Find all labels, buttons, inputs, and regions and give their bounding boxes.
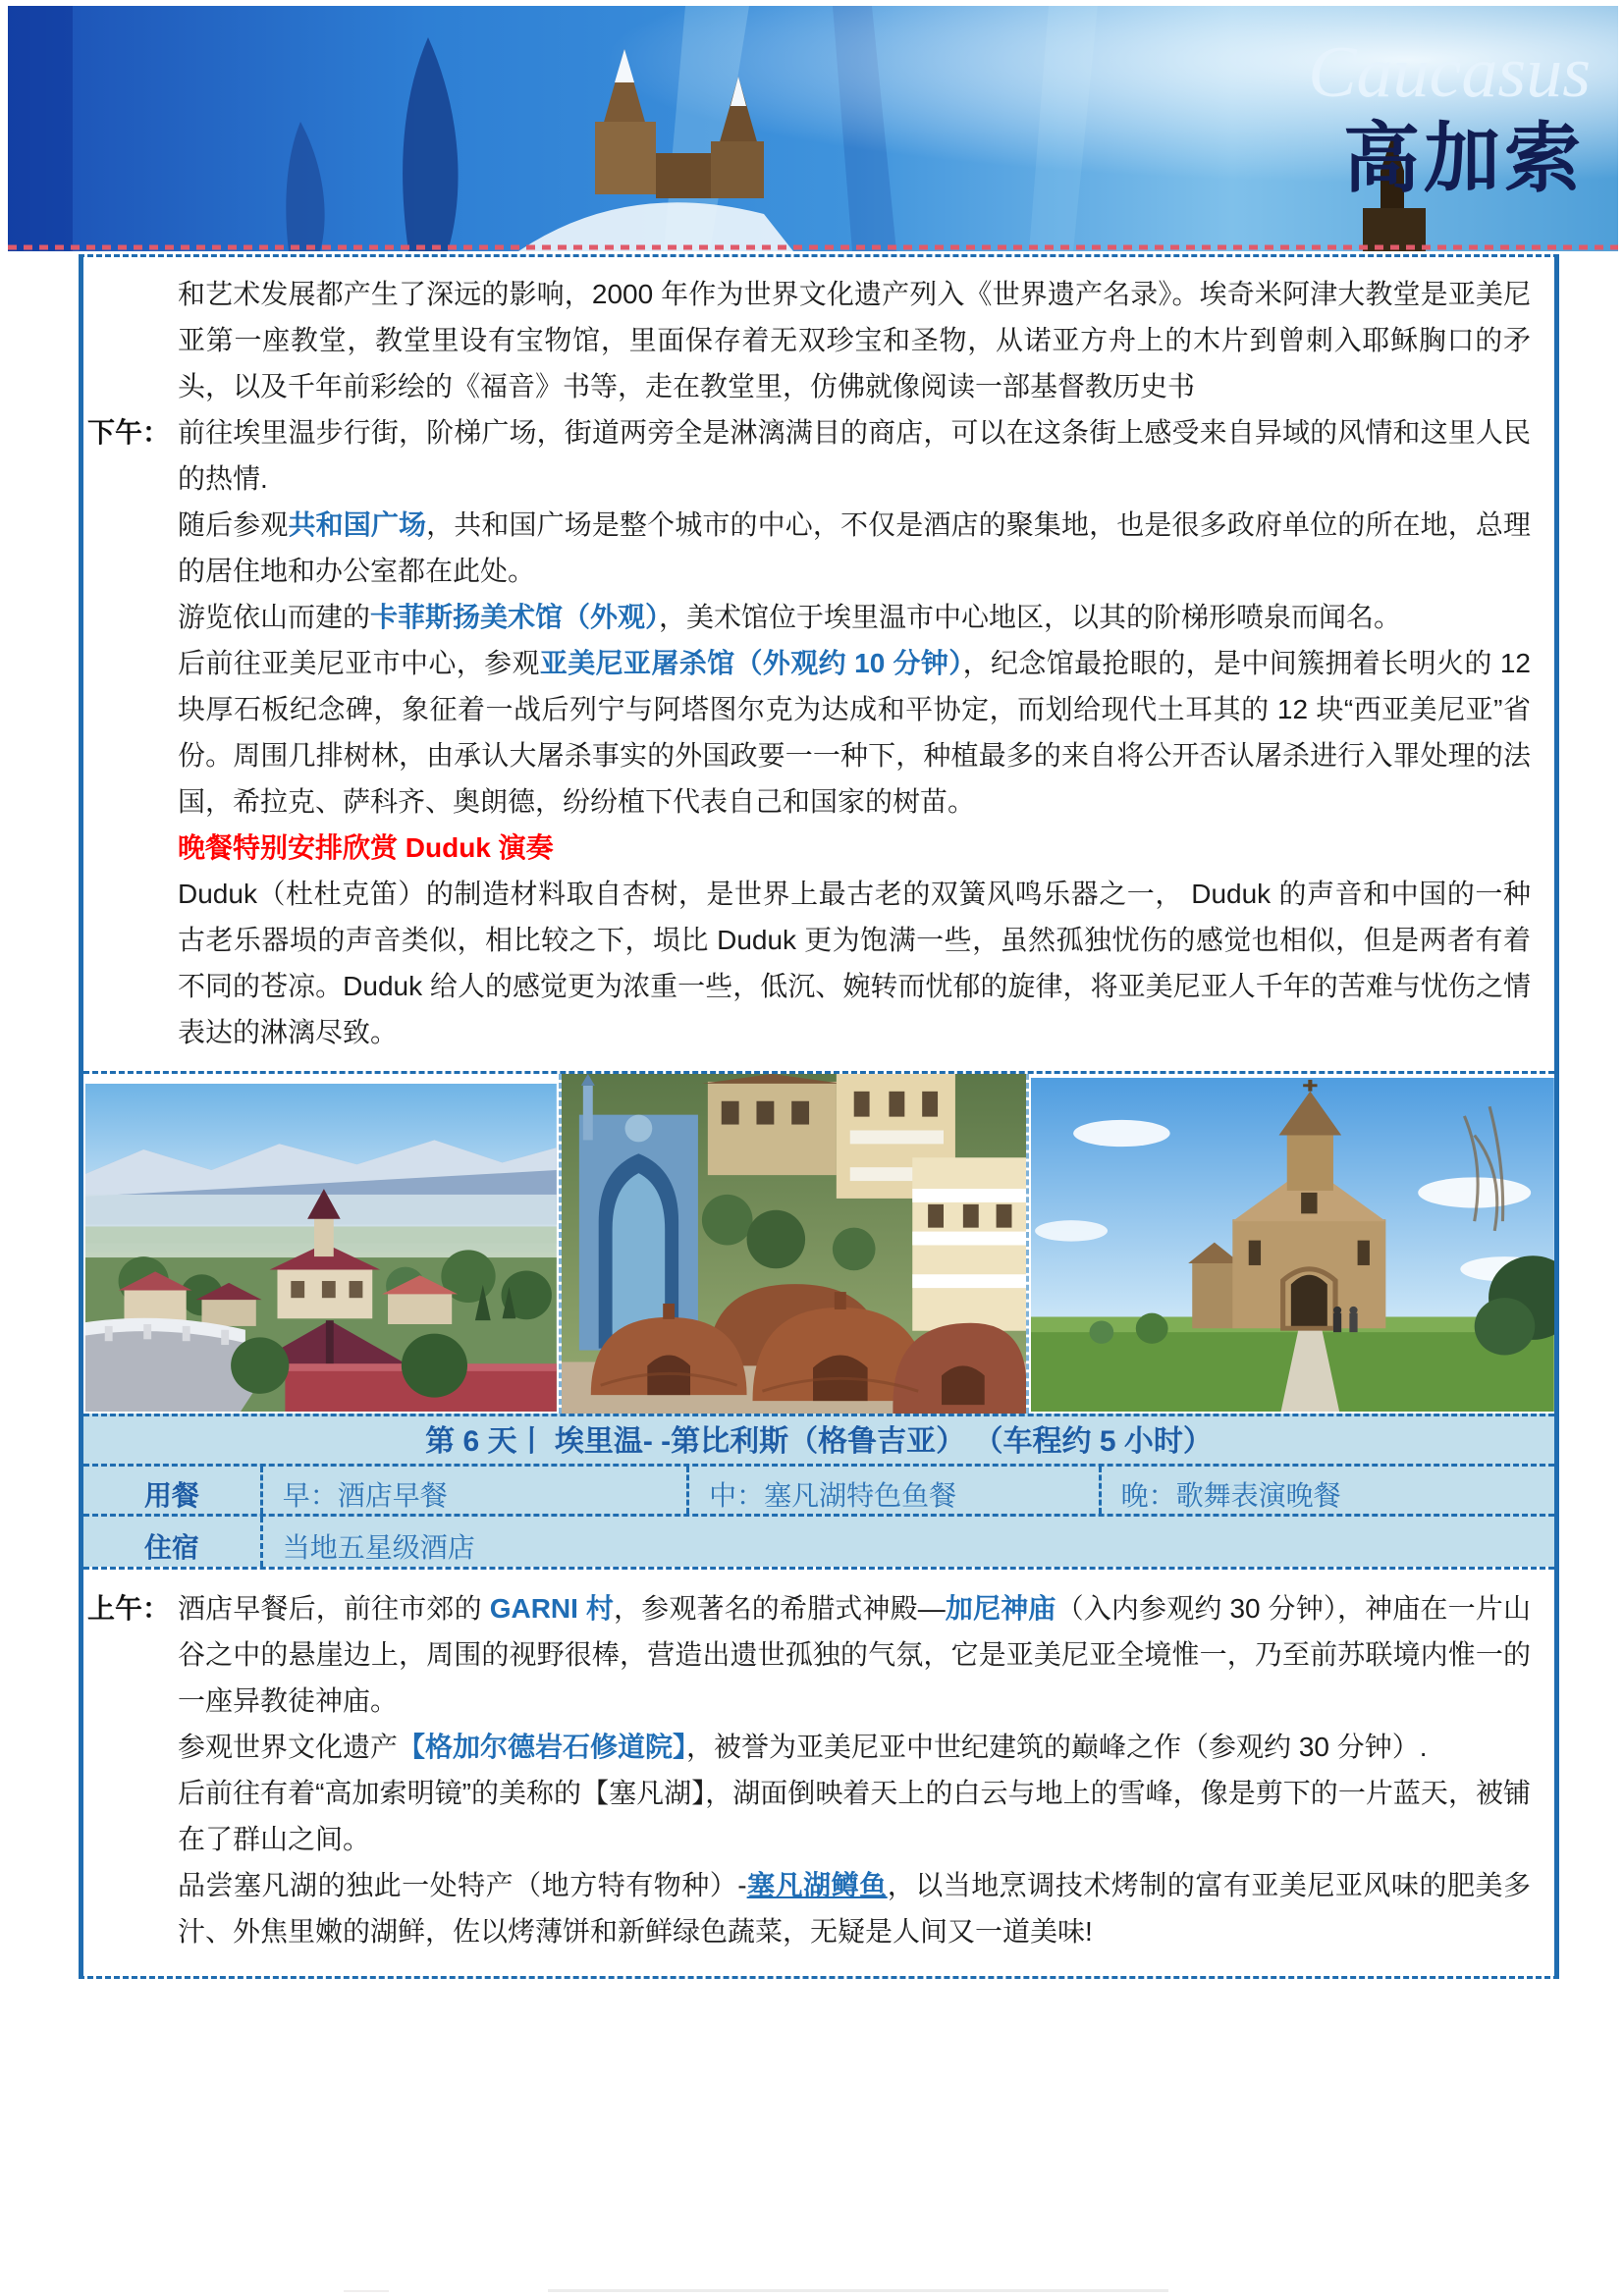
paragraph-text: 后前往有着“高加索明镜”的美称的【塞凡湖】，湖面倒映着天上的白云与地上的雪峰，像是剪下的一片蓝天，被铺在了群山之间。 [178,1778,1531,1854]
time-label-afternoon: 下午： [87,417,171,448]
morning-paragraph-2 [83,1724,1541,1770]
afternoon-section [83,257,1554,1071]
stay-label: 住宿 [143,1532,199,1563]
paragraph-text: 和艺术发展都产生了深远的影响，2000 年作为世界文化遗产列入《世界遗产名录》。埃奇米阿津大教堂是亚美尼亚第一座教堂，教堂里设有宝物馆，里面保存着无双珍宝和圣物，从诺亚方舟上的木片到曾刺入耶稣胸口的矛头，以及千年前彩绘的《福音》书等，走在教堂里，仿佛就像阅读一部基督教历史书 [178,279,1531,401]
photo-signagi-town [83,1074,559,1414]
morning-paragraph-4 [83,1862,1541,1954]
tbilisi-bathhouse-illustration [562,1074,1026,1414]
morning-paragraph-3 [83,1770,1541,1862]
photo-bodbe-monastery [1026,1074,1554,1414]
afternoon-paragraph-1 [83,409,1541,502]
day6-header: 第 6 天丨 埃里温- -第比利斯（格鲁吉亚） （车程约 5 小时） [83,1414,1554,1464]
meal-lunch: 中：塞凡湖特色鱼餐 [686,1467,1098,1514]
stay-value: 当地五星级酒店 [260,1517,1554,1567]
paragraph-text: 参观世界文化遗产【格加尔德岩石修道院】，被誉为亚美尼亚中世纪建筑的巅峰之作（参观约 30 分钟）. [178,1732,1428,1762]
page-break-artifact [548,2289,1168,2292]
signagi-town-illustration [85,1084,557,1412]
photo-tbilisi-bath-domes [559,1074,1026,1414]
meal-breakfast: 早：酒店早餐 [260,1467,686,1514]
banner-title-zh: 高加索 [1342,116,1585,201]
meal-dinner: 晚：歌舞表演晚餐 [1099,1467,1554,1514]
morning-paragraph-1 [83,1585,1541,1724]
afternoon-paragraph-3 [83,594,1541,640]
paragraph-text: 游览依山而建的卡菲斯扬美术馆（外观），美术馆位于埃里温市中心地区，以其的阶梯形喷泉而闻名。 [178,602,1402,632]
banner [8,6,1618,251]
paragraph-text: 后前往亚美尼亚市中心，参观亚美尼亚屠杀馆（外观约 10 分钟），纪念馆最抢眼的，是中间簇拥着长明火的 12 块厚石板纪念碑，象征着一战后列宁与阿塔图尔克为达成和平协定，而划给现代土耳其的 12 块“西亚美尼亚”省份。周围几排树林，由承认大屠杀事实的外国政要一一种下，种植最多的来自将公开否认屠杀进行入罪处理的法国，希拉克、萨科齐、奥朗德，纷纷植下代表自己和国家的树苗。 [178,648,1531,817]
banner-title-en: Caucasus [1308,32,1591,113]
banner-art [8,6,1618,251]
dinner-highlight-line [83,825,1541,871]
paragraph-text: 酒店早餐后，前往市郊的 GARNI 村，参观著名的希腊式神殿—加尼神庙（入内参观约 30 分钟），神庙在一片山谷之中的悬崖边上，周围的视野很棒，营造出遗世孤独的气氛，它是亚美尼亚全境惟一，乃至前苏联境内惟一的一座异教徒神庙。 [178,1593,1531,1716]
paragraph-text: 晚餐特别安排欣赏 Duduk 演奏 [178,832,554,863]
morning-section [83,1567,1554,1976]
intro-paragraph [83,271,1541,409]
paragraph-text: 前往埃里温步行街，阶梯广场，街道两旁全是淋漓满目的商店，可以在这条街上感受来自异域的风情和这里人民的热情. [178,417,1531,494]
photo-strip [83,1071,1554,1414]
meals-label: 用餐 [143,1480,199,1511]
page-break-artifact-small [344,2290,389,2292]
time-label-morning: 上午： [87,1593,171,1624]
meals-row [83,1464,1554,1514]
afternoon-paragraph-2 [83,502,1541,594]
paragraph-text: 随后参观共和国广场，共和国广场是整个城市的中心，不仅是酒店的聚集地，也是很多政府单位的所在地，总理的居住地和办公室都在此处。 [178,509,1531,586]
duduk-paragraph [83,871,1541,1055]
paragraph-text: 品尝塞凡湖的独此一处特产（地方特有物种）-塞凡湖鳟鱼，以当地烹调技术烤制的富有亚美尼亚风味的肥美多汁、外焦里嫩的湖鲜，佐以烤薄饼和新鲜绿色蔬菜，无疑是人间又一道美味! [178,1870,1531,1947]
monastery-illustration [1031,1078,1554,1412]
stay-row [83,1514,1554,1567]
paragraph-text: Duduk（杜杜克笛）的制造材料取自杏树，是世界上最古老的双簧风鸣乐器之一， Duduk 的声音和中国的一种古老乐器埙的声音类似，相比较之下，埙比 Duduk 更为饱满一些，虽然孤独忧伤的感觉也相似，但是两者有着不同的苍凉。Duduk 给人的感觉更为浓重一些，低沉、婉转而忧郁的旋律，将亚美尼亚人千年的苦难与忧伤之情表达的淋漓尽致。 [178,879,1531,1047]
afternoon-paragraph-4 [83,640,1541,825]
content-frame [79,254,1559,1979]
